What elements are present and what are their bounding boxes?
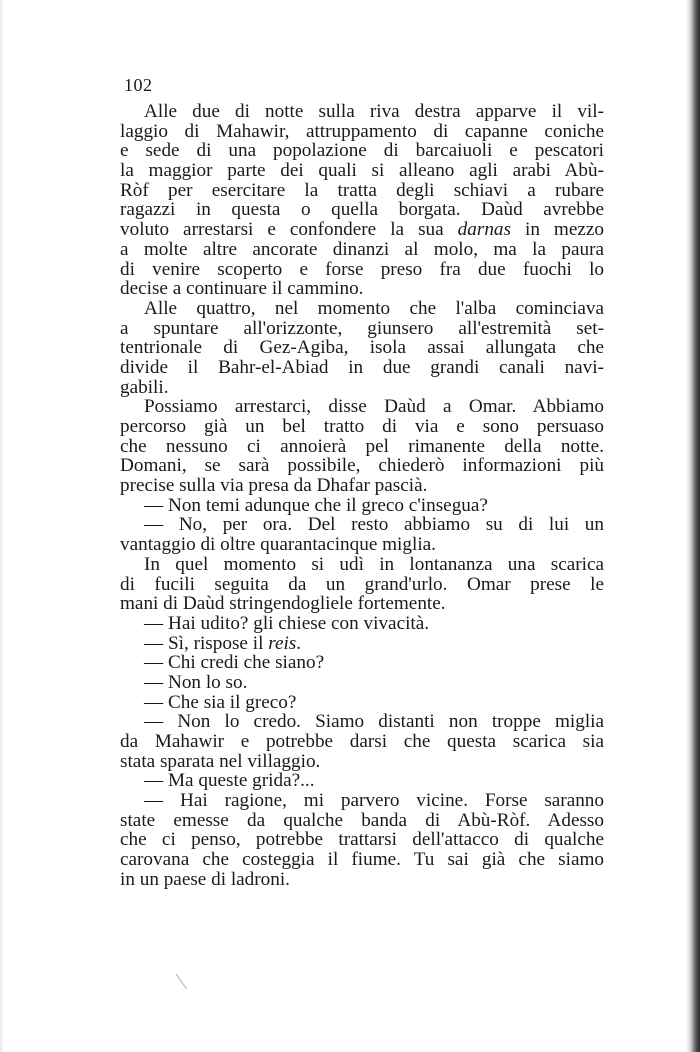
text-line: — Hai udito? gli chiese con vivacità. [144, 612, 430, 634]
text-line: e sede di una popolazione di barcaiuoli e pescatori [120, 140, 604, 162]
text-line: a spuntare all'orizzonte, giunsero all'estremità set- [120, 317, 604, 339]
text-line: che nessuno ci annoierà pel rimanente della notte. [120, 435, 604, 457]
text-line: mani di Daùd stringendogliele fortemente. [120, 593, 446, 615]
text-line: decise a continuare il cammino. [120, 278, 364, 300]
text-line: di fucili seguita da un grand'urlo. Omar prese le [120, 573, 604, 595]
text-line: Alle due di notte sulla riva destra apparve il vil- [144, 101, 604, 122]
text-line: vantaggio di oltre quarantacinque miglia. [120, 534, 436, 556]
text-line: a molte altre ancorate dinanzi al molo, ma la paura [120, 238, 604, 260]
text-line: che ci penso, potrebbe trattarsi dell'attacco di qualche [120, 829, 604, 851]
text-line: state emesse da qualche banda di Abù-Ròf. Adesso [120, 809, 604, 831]
text-line: voluto arrestarsi e confondere la sua darnas in mezzo [120, 219, 604, 241]
text-line: tentrionale di Gez-Agiba, isola assai allungata che [120, 337, 604, 359]
text-line: Ròf per esercitare la tratta degli schiavi a rubare [120, 179, 604, 201]
text-line: Alle quattro, nel momento che l'alba cominciava [144, 297, 604, 319]
text-line: In quel momento si udì in lontananza una scarica [144, 553, 604, 575]
body-text [120, 102, 604, 890]
text-line: la maggior parte dei quali si alleano agli arabi Abù- [120, 160, 604, 182]
text-line: — Ma queste grida?... [144, 770, 315, 792]
text-line: — Non lo credo. Siamo distanti non troppe miglia [144, 711, 604, 733]
text-line: stata sparata nel villaggio. [120, 750, 321, 772]
page-left-edge [0, 0, 4, 1052]
text-line: carovana che costeggia il fiume. Tu sai già che siamo [120, 849, 604, 871]
text-line: precise sulla via presa da Dhafar pascià. [120, 475, 428, 497]
text-line: gabili. [120, 376, 169, 398]
page-number: 102 [124, 75, 153, 95]
text-line: — Che sia il greco? [144, 691, 297, 713]
text-line: di venire scoperto e forse preso fra due fuochi lo [120, 258, 604, 280]
text-line: da Mahawir e potrebbe darsi che questa scarica sia [120, 731, 604, 752]
text-line: laggio di Mahawir, attruppamento di capanne coniche [120, 120, 604, 142]
text-line: — Chi credi che siano? [144, 652, 325, 674]
text-line: percorso già un bel tratto di via e sono persuaso [120, 416, 604, 437]
text-line: ragazzi in questa o quella borgata. Daùd avrebbe [120, 199, 604, 221]
text-line: divide il Bahr-el-Abiad in due grandi canali navi- [120, 356, 604, 378]
text-line: Possiamo arrestarci, disse Daùd a Omar. Abbiamo [144, 396, 604, 418]
text-line: — Non lo so. [144, 671, 248, 693]
text-line: — No, per ora. Del resto abbiamo su di lui un [144, 514, 604, 536]
text-line: — Sì, rispose il reis. [144, 632, 302, 654]
ink-speck [176, 969, 194, 989]
text-line: — Hai ragione, mi parvero vicine. Forse saranno [144, 790, 604, 812]
text-line: in un paese di ladroni. [120, 868, 290, 890]
page-binding-edge [686, 0, 700, 1052]
text-line: Domani, se sarà possibile, chiederò informazioni più [120, 455, 604, 477]
text-line: — Non temi adunque che il greco c'insegua? [144, 494, 488, 516]
